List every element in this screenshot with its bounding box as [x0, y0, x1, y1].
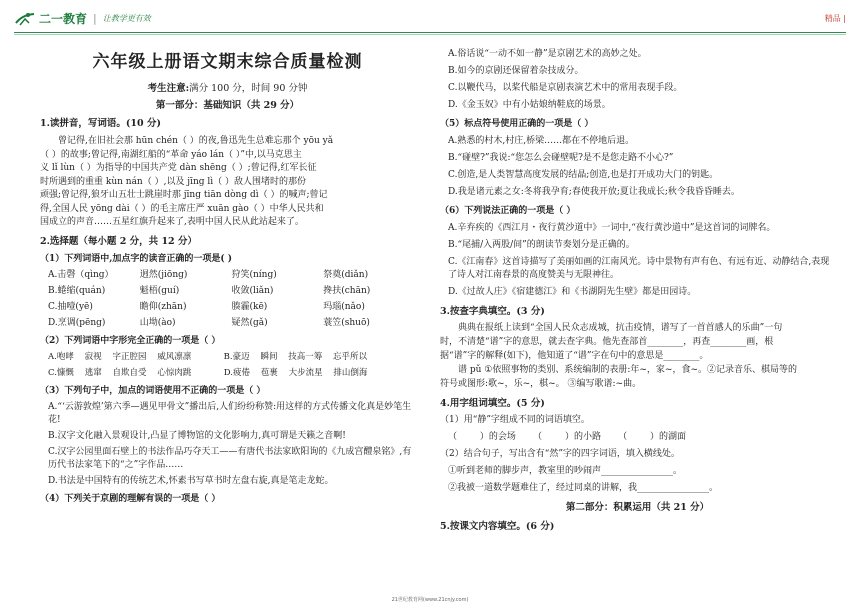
fill-line: （ ）的会场 （ ）的小路 （ ）的湖面	[448, 432, 686, 442]
option-cell: 魁梧(guí)	[139, 285, 180, 296]
brand-name: 二一教育	[39, 12, 88, 26]
option-cell: 山坳(ào)	[139, 317, 176, 328]
option-line: B.汉字文化融入景观设计,凸显了博物馆的文化影响力,真可谓是天籁之音啊!	[48, 430, 346, 441]
part-two-heading: 第二部分：积累运用（共 21 分）	[565, 502, 710, 513]
option-cell: 搀扶(chān)	[323, 285, 371, 296]
option-line: C.创造,是人类智慧高度发展的结晶;创造,也是打开成功大门的钥匙。	[448, 170, 719, 180]
option-cell: 瞻仰(zhān)	[139, 301, 187, 312]
question-2-heading: 2.选择题（每小题 2 分，共 12 分）	[40, 235, 197, 247]
brand-logo	[14, 10, 151, 27]
passage-line: 得,全国人民 yōng dài（ ）的毛主席庄严 xuān gào（ ）中华人民共和	[40, 203, 324, 214]
sub-question-3: （3）下列句子中，加点的词语使用不正确的一项是（ ）	[40, 385, 266, 396]
option-cell: 收敛(liǎn)	[231, 285, 274, 296]
option-line: C.《江南春》这首诗描写了美丽如画的江南风光。诗中景物有声有色、有远有近、动静结合,表现了诗人对江南春景的高度赞美与无限神往。	[448, 257, 830, 280]
header-tag: 精品 |	[824, 14, 846, 23]
exam-notice	[40, 82, 415, 95]
option-cell: A.击磬（qìng）	[48, 269, 114, 280]
option-line: C.汉字公园里面石壁上的书法作品巧夺天工——有唐代书法家欧阳询的《九成宫醴泉铭》,有历代书法家笔下的“之”字作品……	[48, 446, 412, 470]
page-header	[0, 0, 860, 38]
passage-line: 据“谱”字的解释(如下)，他知道了“谱”字在句中的意思是________。	[440, 351, 709, 361]
sub-question-6: （6）下列说法正确的一项是（ ）	[440, 206, 576, 216]
question-5-heading: 5.按课文内容填空。(6 分)	[440, 521, 555, 532]
exam-title: 六年级上册语文期末综合质量检测	[92, 52, 363, 72]
passage-line: 典典在报纸上读到“全国人民众志成城，抗击疫情，谱写了一首首感人的乐曲”一句	[458, 323, 783, 333]
question-4-heading: 4.用字组词填空。(5 分)	[440, 398, 545, 409]
option-line: B.如今的京剧还保留着杂技成分。	[448, 66, 584, 76]
option-cell: 狩笑(níng)	[231, 269, 277, 280]
passage-line: 曾记得,在旧社会那 hūn chén（ ）的夜,鲁迅先生总难忘那个 yōu yǎ	[58, 136, 334, 146]
page-footer: 21世纪教育网(www.21cnjy.com)	[391, 597, 469, 603]
passage-line: 义 lǐ lùn（ ）为指导的中国共产党 dàn shēng（ ）;曾记得,红军长征	[40, 163, 317, 173]
question-1-heading: 1.读拼音，写词语。(10 分)	[40, 118, 161, 129]
option-row	[40, 285, 415, 298]
passage-line: 符号或图形:歌~，乐~，棋~。 ③编写歌谱:~曲。	[440, 379, 642, 389]
notice-text: 满分 100 分，时间 90 分钟	[189, 83, 308, 94]
question-3-heading: 3.按查字典填空。(3 分)	[440, 306, 545, 317]
option-cell: 腠霾(kē)	[231, 301, 268, 312]
option-line: D.我是诸元素之女:冬将我孕育;春使我开放;夏让我成长;秋令我昏昏睡去。	[448, 187, 740, 197]
header-divider-light	[14, 34, 846, 35]
passage-line: （ ）的故事;曾记得,南湖红船的“革命 yáo lán（ ）”中,以马克思主	[40, 149, 302, 160]
part-one-heading: 第一部分：基础知识（共 29 分）	[155, 100, 300, 111]
header-divider	[14, 32, 846, 33]
option-line: D.《过故人庄》《宿建德江》和《书湖阴先生壁》都是田园诗。	[448, 287, 697, 297]
question-1-passage	[40, 135, 415, 230]
option-cell: C.抽噎(yē)	[48, 301, 93, 312]
left-column	[40, 40, 415, 506]
notice-label: 考生注意:	[147, 83, 190, 94]
brand-separator: |	[93, 12, 97, 25]
option-line: D.书法是中国特有的传统艺术,怀素书写草书时左盘右旋,真是笔走龙蛇。	[48, 475, 334, 486]
passage-line: 谱 pǔ ①依照事物的类别、系统编制的表册:年~，家~，食~。②记录音乐、棋局等的	[458, 365, 798, 375]
option-row	[40, 301, 415, 314]
sub-question-text: （2）结合句子，写出含有“然”字的四字词语，填入横线处。	[440, 449, 680, 459]
runner-logo-icon	[14, 11, 36, 27]
option-line: C.慷慨 逃窜 自欺自受 心惊肉跳 D.疲倦 苞裹 大步流星 排山倒海	[48, 367, 368, 378]
option-line: C.以鞭代马，以桨代船是京剧表演艺术中的常用表现手段。	[448, 83, 683, 93]
passage-line: 时，不清楚“谱”字的意思，就去查字典。他先查部首________，再查________画，根	[440, 337, 774, 347]
option-line: A.“‘云游敦煌’第六季—遇见甲骨文”播出后,人们纷纷称赞:用这样的方式传播文化真是妙笔生花!	[48, 401, 412, 425]
sub-question-4: （4）下列关于京剧的理解有误的一项是（ ）	[40, 493, 221, 504]
sub-question-1: （1）下列词语中,加点字的读音正确的一项是( )	[40, 253, 233, 264]
option-line: D.《金玉奴》中有小姑娘纳鞋底的场景。	[448, 100, 611, 110]
option-cell: 疑然(gǎ)	[231, 317, 268, 328]
passage-line: 国成立的声音……五星红旗升起来了,表明中国人民从此站起来了。	[40, 217, 304, 227]
passage-line: 顽强;曾记得,狼牙山五壮士跳崖时那 jīng tiān dòng dì（ ）的喊声;曾记	[40, 190, 328, 200]
brand-slogan: 让教学更有效	[102, 14, 151, 23]
sub-question-5: （5）标点符号使用正确的一项是（ ）	[440, 119, 594, 129]
option-line: A.咆哮 寂视 字正腔园 威风凛凛 B.豪迈 瞬间 技高一筹 忘乎所以	[48, 351, 368, 362]
fill-line: ①听到老师的脚步声，教室里的吵闹声________________。	[448, 466, 683, 476]
fill-line: ②我被一道数学题难住了，经过同桌的讲解，我________________。	[448, 483, 719, 493]
passage-line: 时所遇到的重重 kùn nán（ ）,以及 jīng lì（ ）敌人围堵时的那份	[40, 176, 307, 187]
option-cell: 迥然(jiōng)	[139, 269, 188, 280]
question-3-passage	[440, 321, 835, 391]
option-line: B.“碰壁?”我说:“您怎么会碰壁呢?是不是您走路不小心?”	[448, 153, 674, 163]
right-column	[440, 40, 835, 533]
option-row	[40, 317, 415, 330]
option-cell: 蓑笠(shuō)	[323, 317, 370, 328]
option-row	[40, 269, 415, 282]
sub-question-text: （1）用“静”字组成不同的词语填空。	[440, 415, 590, 425]
option-line: A.俗话说“一动不如一静”是京剧艺术的高妙之处。	[448, 49, 647, 59]
option-cell: B.蜷缩(quán)	[48, 285, 106, 296]
option-cell: D.烹调(pēng)	[48, 317, 106, 328]
option-line: B.“尾捕/入两股/间”的朗读节奏划分是正确的。	[448, 240, 635, 250]
option-line: A.熟悉的村木,村庄,桥梁……都在不停地后退。	[448, 136, 635, 146]
option-cell: 祭奠(diǎn)	[323, 269, 369, 280]
option-cell: 玛瑙(nǎo)	[323, 301, 365, 312]
sub-question-2: （2）下列词语中字形完全正确的一项是（ ）	[40, 335, 221, 346]
option-line: A.辛弃疾的《西江月・夜行黄沙道中》一词中,“夜行黄沙道中”是这首词的词牌名。	[448, 223, 776, 233]
